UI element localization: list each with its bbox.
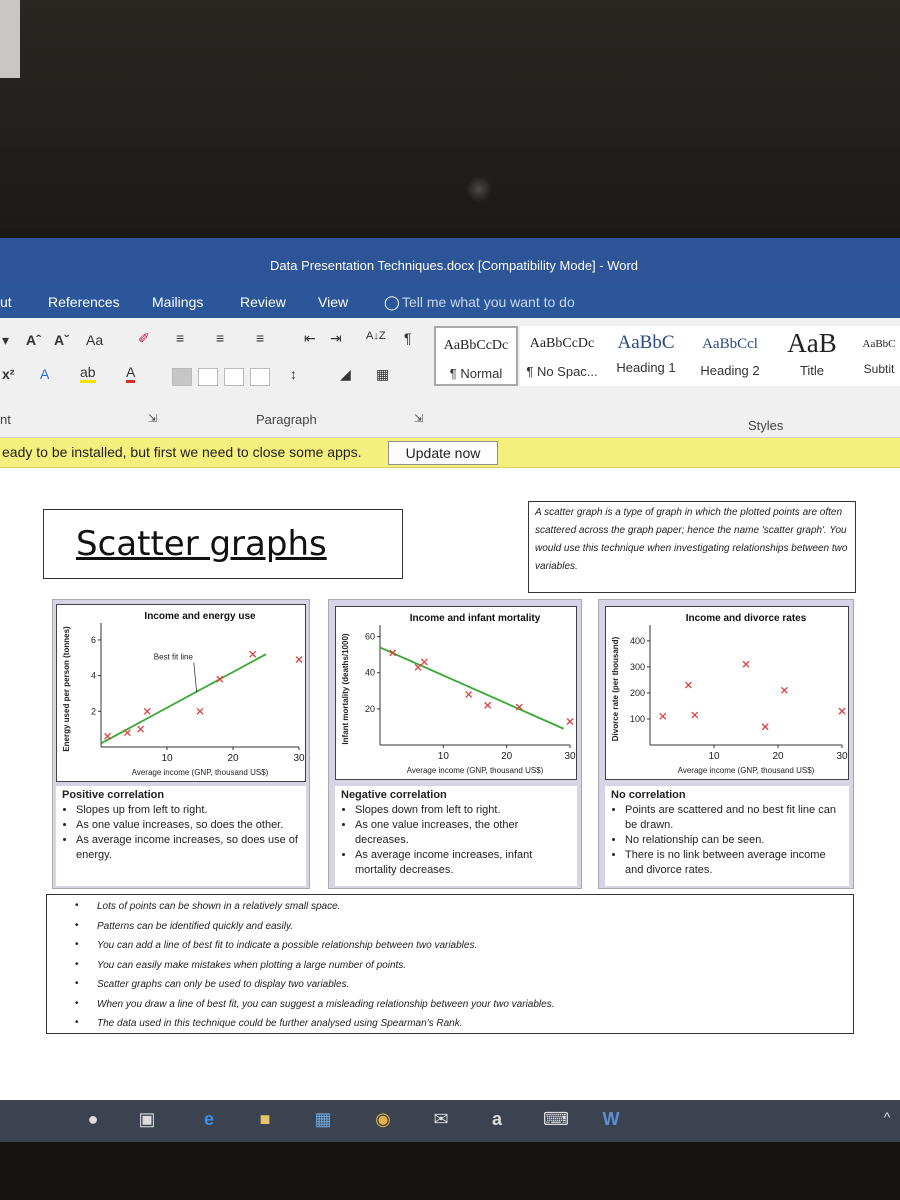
- y-tick-label: 200: [629, 687, 645, 698]
- y-axis-label: Energy used per person (tonnes): [62, 626, 71, 752]
- annotation-leader: [194, 663, 197, 693]
- heading-box: [43, 509, 403, 579]
- shrink-font-button[interactable]: Aˇ: [54, 332, 69, 348]
- style-name: Subtit: [863, 362, 895, 376]
- data-point: [105, 733, 111, 739]
- x-tick-label: 30: [564, 751, 576, 762]
- y-axis-label: Divorce rate (per thousand): [611, 636, 620, 742]
- divorce-chart-svg: [606, 607, 850, 781]
- best-fit-line: [380, 647, 564, 728]
- tab-references[interactable]: References: [48, 294, 120, 310]
- taskbar: [0, 1100, 900, 1142]
- justify-button[interactable]: [250, 368, 270, 386]
- data-point: [250, 651, 256, 657]
- description-point: • As one value increases, so does the other.: [76, 818, 300, 833]
- word-icon[interactable]: W: [602, 1109, 620, 1129]
- data-point: [124, 730, 130, 736]
- styles-group-label: Styles: [748, 418, 784, 433]
- data-point: [485, 702, 491, 708]
- data-point: [421, 659, 427, 665]
- y-tick-label: 20: [364, 703, 375, 714]
- style-normal[interactable]: [434, 326, 518, 386]
- chart-title: Income and divorce rates: [685, 613, 807, 624]
- file-explorer-icon[interactable]: ■: [259, 1109, 271, 1129]
- document-page: [0, 469, 900, 1108]
- energy-chart: [56, 604, 306, 782]
- tab-mailings[interactable]: Mailings: [152, 294, 204, 310]
- x-tick-label: 20: [772, 751, 784, 762]
- tell-me-search[interactable]: Tell me what you want to do: [402, 294, 575, 310]
- description-point: • As one value increases, the other decreases.: [355, 818, 571, 848]
- mortality-chart-svg: [336, 607, 578, 781]
- mortality-chart: [335, 606, 577, 780]
- y-tick-label: 2: [90, 706, 96, 717]
- style-preview: AaBbC: [617, 332, 675, 353]
- clear-formatting-icon[interactable]: ✐: [138, 330, 150, 346]
- y-tick-label: 60: [364, 631, 375, 642]
- update-message-bar: [0, 438, 900, 468]
- x-tick-label: 30: [293, 753, 305, 764]
- style-name: Heading 1: [616, 360, 676, 375]
- update-now-button[interactable]: Update now: [388, 441, 498, 465]
- lightbulb-icon: ◯: [384, 294, 400, 310]
- bullet-item: • When you draw a line of best fit, you can suggest a misleading relationship between your two variables.: [97, 999, 853, 1019]
- align-left-button[interactable]: [172, 368, 192, 386]
- grow-font-button[interactable]: Aˆ: [26, 332, 41, 348]
- bullet-item: • Lots of points can be shown in a relatively small space.: [97, 901, 853, 921]
- y-tick-label: 400: [629, 635, 645, 646]
- webcam: [466, 176, 492, 202]
- superscript-button[interactable]: x²: [2, 366, 15, 382]
- style-preview: AaBbCcDc: [443, 338, 509, 353]
- microphone-icon[interactable]: ●: [87, 1109, 99, 1129]
- bullet-item: • The data used in this technique could be further analysed using Spearman's Rank.: [97, 1018, 853, 1038]
- bullet-item: • Patterns can be identified quickly and easily.: [97, 921, 853, 941]
- background-object: [0, 0, 20, 78]
- description-title: Negative correlation: [341, 789, 447, 801]
- show-formatting-button[interactable]: ¶: [404, 330, 412, 346]
- positive-description: [56, 786, 306, 886]
- numbering-icon[interactable]: ≡: [216, 330, 225, 346]
- style-heading-1[interactable]: [604, 326, 688, 386]
- best-fit-annotation: Best fit line: [153, 652, 193, 662]
- word-window: [0, 238, 900, 1108]
- update-message: eady to be installed, but first we need to close some apps.: [2, 444, 362, 460]
- style-subtitle[interactable]: [854, 326, 900, 386]
- y-tick-label: 40: [364, 667, 375, 678]
- y-axis-label: Infant mortality (deaths/1000): [341, 633, 350, 745]
- data-point: [839, 708, 845, 714]
- negative-correlation-panel: [328, 599, 582, 889]
- description-point: • As average income increases, so does use of energy.: [76, 833, 300, 863]
- data-point: [692, 712, 698, 718]
- data-point: [762, 724, 768, 730]
- align-right-button[interactable]: [224, 368, 244, 386]
- task-view-icon[interactable]: ▣: [138, 1109, 156, 1129]
- align-center-button[interactable]: [198, 368, 218, 386]
- data-point: [217, 676, 223, 682]
- font-dialog-launcher-icon[interactable]: ⇲: [148, 413, 158, 425]
- y-tick-label: 6: [90, 634, 96, 645]
- store-icon[interactable]: ▦: [314, 1109, 332, 1129]
- style-no-spacing[interactable]: [520, 326, 604, 386]
- title-bar: [0, 238, 900, 286]
- x-tick-label: 30: [836, 751, 848, 762]
- style-title[interactable]: [770, 326, 854, 386]
- line-spacing-icon[interactable]: ↕: [290, 366, 297, 382]
- description-point: • Slopes down from left to right.: [355, 803, 571, 818]
- style-heading-2[interactable]: [688, 326, 772, 386]
- y-tick-label: 4: [90, 670, 96, 681]
- page-heading: Scatter graphs: [76, 524, 327, 564]
- styles-gallery: [424, 326, 900, 386]
- x-axis-label: Average income (GNP, thousand US$): [677, 766, 815, 775]
- decrease-indent-icon[interactable]: ⇤: [304, 330, 316, 346]
- highlight-button[interactable]: ab: [80, 364, 96, 383]
- description-point: • No relationship can be seen.: [625, 833, 843, 848]
- energy-chart-svg: [57, 605, 307, 783]
- divorce-chart: [605, 606, 849, 780]
- style-name: Title: [799, 363, 825, 378]
- sort-button[interactable]: A↓Z: [366, 330, 386, 342]
- data-point: [567, 719, 573, 725]
- chrome-icon[interactable]: ◉: [375, 1109, 391, 1129]
- tab-view[interactable]: View: [318, 294, 349, 310]
- evaluation-box: [46, 894, 854, 1034]
- amazon-icon[interactable]: a: [491, 1109, 502, 1129]
- tab-review[interactable]: Review: [240, 294, 286, 310]
- data-point: [466, 691, 472, 697]
- font-color-button[interactable]: A: [126, 364, 135, 383]
- data-point: [144, 708, 150, 714]
- style-preview: AaBbC: [862, 338, 896, 350]
- bullet-item: • Scatter graphs can only be used to display two variables.: [97, 979, 853, 999]
- y-tick-label: 300: [629, 661, 645, 672]
- window-title: Data Presentation Techniques.docx [Compatibility Mode] - Word: [270, 258, 639, 273]
- style-name: ¶ No Spac...: [526, 364, 598, 379]
- increase-indent-icon[interactable]: ⇥: [330, 330, 342, 346]
- font-group-label: nt: [0, 412, 11, 427]
- chart-title: Income and infant mortality: [409, 613, 541, 624]
- no-correlation-panel: [598, 599, 854, 889]
- y-tick-label: 100: [629, 713, 645, 724]
- font-dropdown-chevron-icon[interactable]: ▾: [2, 332, 10, 348]
- best-fit-line: [101, 654, 266, 743]
- description-point: • There is no link between average income and divorce rates.: [625, 848, 843, 878]
- data-point: [660, 713, 666, 719]
- description-title: Positive correlation: [62, 789, 165, 801]
- paragraph-dialog-launcher-icon[interactable]: ⇲: [414, 413, 424, 425]
- shading-icon[interactable]: ◢: [340, 366, 351, 382]
- tab-layout[interactable]: ut: [0, 294, 12, 310]
- x-tick-label: 20: [501, 751, 513, 762]
- data-point: [296, 657, 302, 663]
- bullet-item: • You can easily make mistakes when plotting a large number of points.: [97, 960, 853, 980]
- description-title: No correlation: [611, 789, 686, 801]
- show-hidden-icons-chevron[interactable]: ^: [883, 1109, 891, 1125]
- data-point: [781, 687, 787, 693]
- chart-title: Income and energy use: [144, 611, 256, 622]
- data-point: [743, 661, 749, 667]
- x-tick-label: 20: [227, 753, 239, 764]
- negative-description: [335, 786, 577, 886]
- change-case-button[interactable]: Aa: [86, 332, 104, 348]
- paragraph-group-label: Paragraph: [256, 412, 317, 427]
- data-point: [197, 708, 203, 714]
- mail-icon[interactable]: ✉: [433, 1109, 449, 1129]
- keyboard-icon[interactable]: ⌨: [543, 1109, 569, 1129]
- ribbon-tabs: [0, 286, 900, 318]
- intro-box: A scatter graph is a type of graph in which the plotted points are often scattered across the graph paper; hence the name 'scatter graph'. You would use this technique when investigating relationships between two variables.: [528, 501, 856, 593]
- description-point: • Points are scattered and no best fit line can be drawn.: [625, 803, 843, 833]
- edge-icon[interactable]: e: [203, 1109, 214, 1129]
- style-name: ¶ Normal: [449, 366, 503, 381]
- no-correlation-description: [605, 786, 849, 886]
- x-axis-label: Average income (GNP, thousand US$): [131, 768, 269, 777]
- style-preview: AaB: [787, 328, 837, 358]
- borders-icon[interactable]: ▦: [376, 366, 390, 382]
- multilevel-list-icon[interactable]: ≡: [256, 330, 265, 346]
- positive-correlation-panel: [52, 599, 310, 889]
- x-tick-label: 10: [708, 751, 720, 762]
- x-tick-label: 10: [161, 753, 173, 764]
- data-point: [138, 726, 144, 732]
- style-name: Heading 2: [700, 363, 760, 378]
- bullet-item: • You can add a line of best fit to indicate a possible relationship between two variables.: [97, 940, 853, 960]
- description-point: • As average income increases, infant mortality decreases.: [355, 848, 571, 878]
- ribbon: [0, 318, 900, 438]
- description-point: • Slopes up from left to right.: [76, 803, 300, 818]
- style-preview: AaBbCcl: [702, 336, 758, 352]
- text-effects-button[interactable]: A: [40, 366, 50, 382]
- bullets-icon[interactable]: ≡: [176, 330, 185, 346]
- x-axis-label: Average income (GNP, thousand US$): [406, 766, 544, 775]
- data-point: [685, 682, 691, 688]
- x-tick-label: 10: [437, 751, 449, 762]
- style-preview: AaBbCcDc: [529, 336, 595, 351]
